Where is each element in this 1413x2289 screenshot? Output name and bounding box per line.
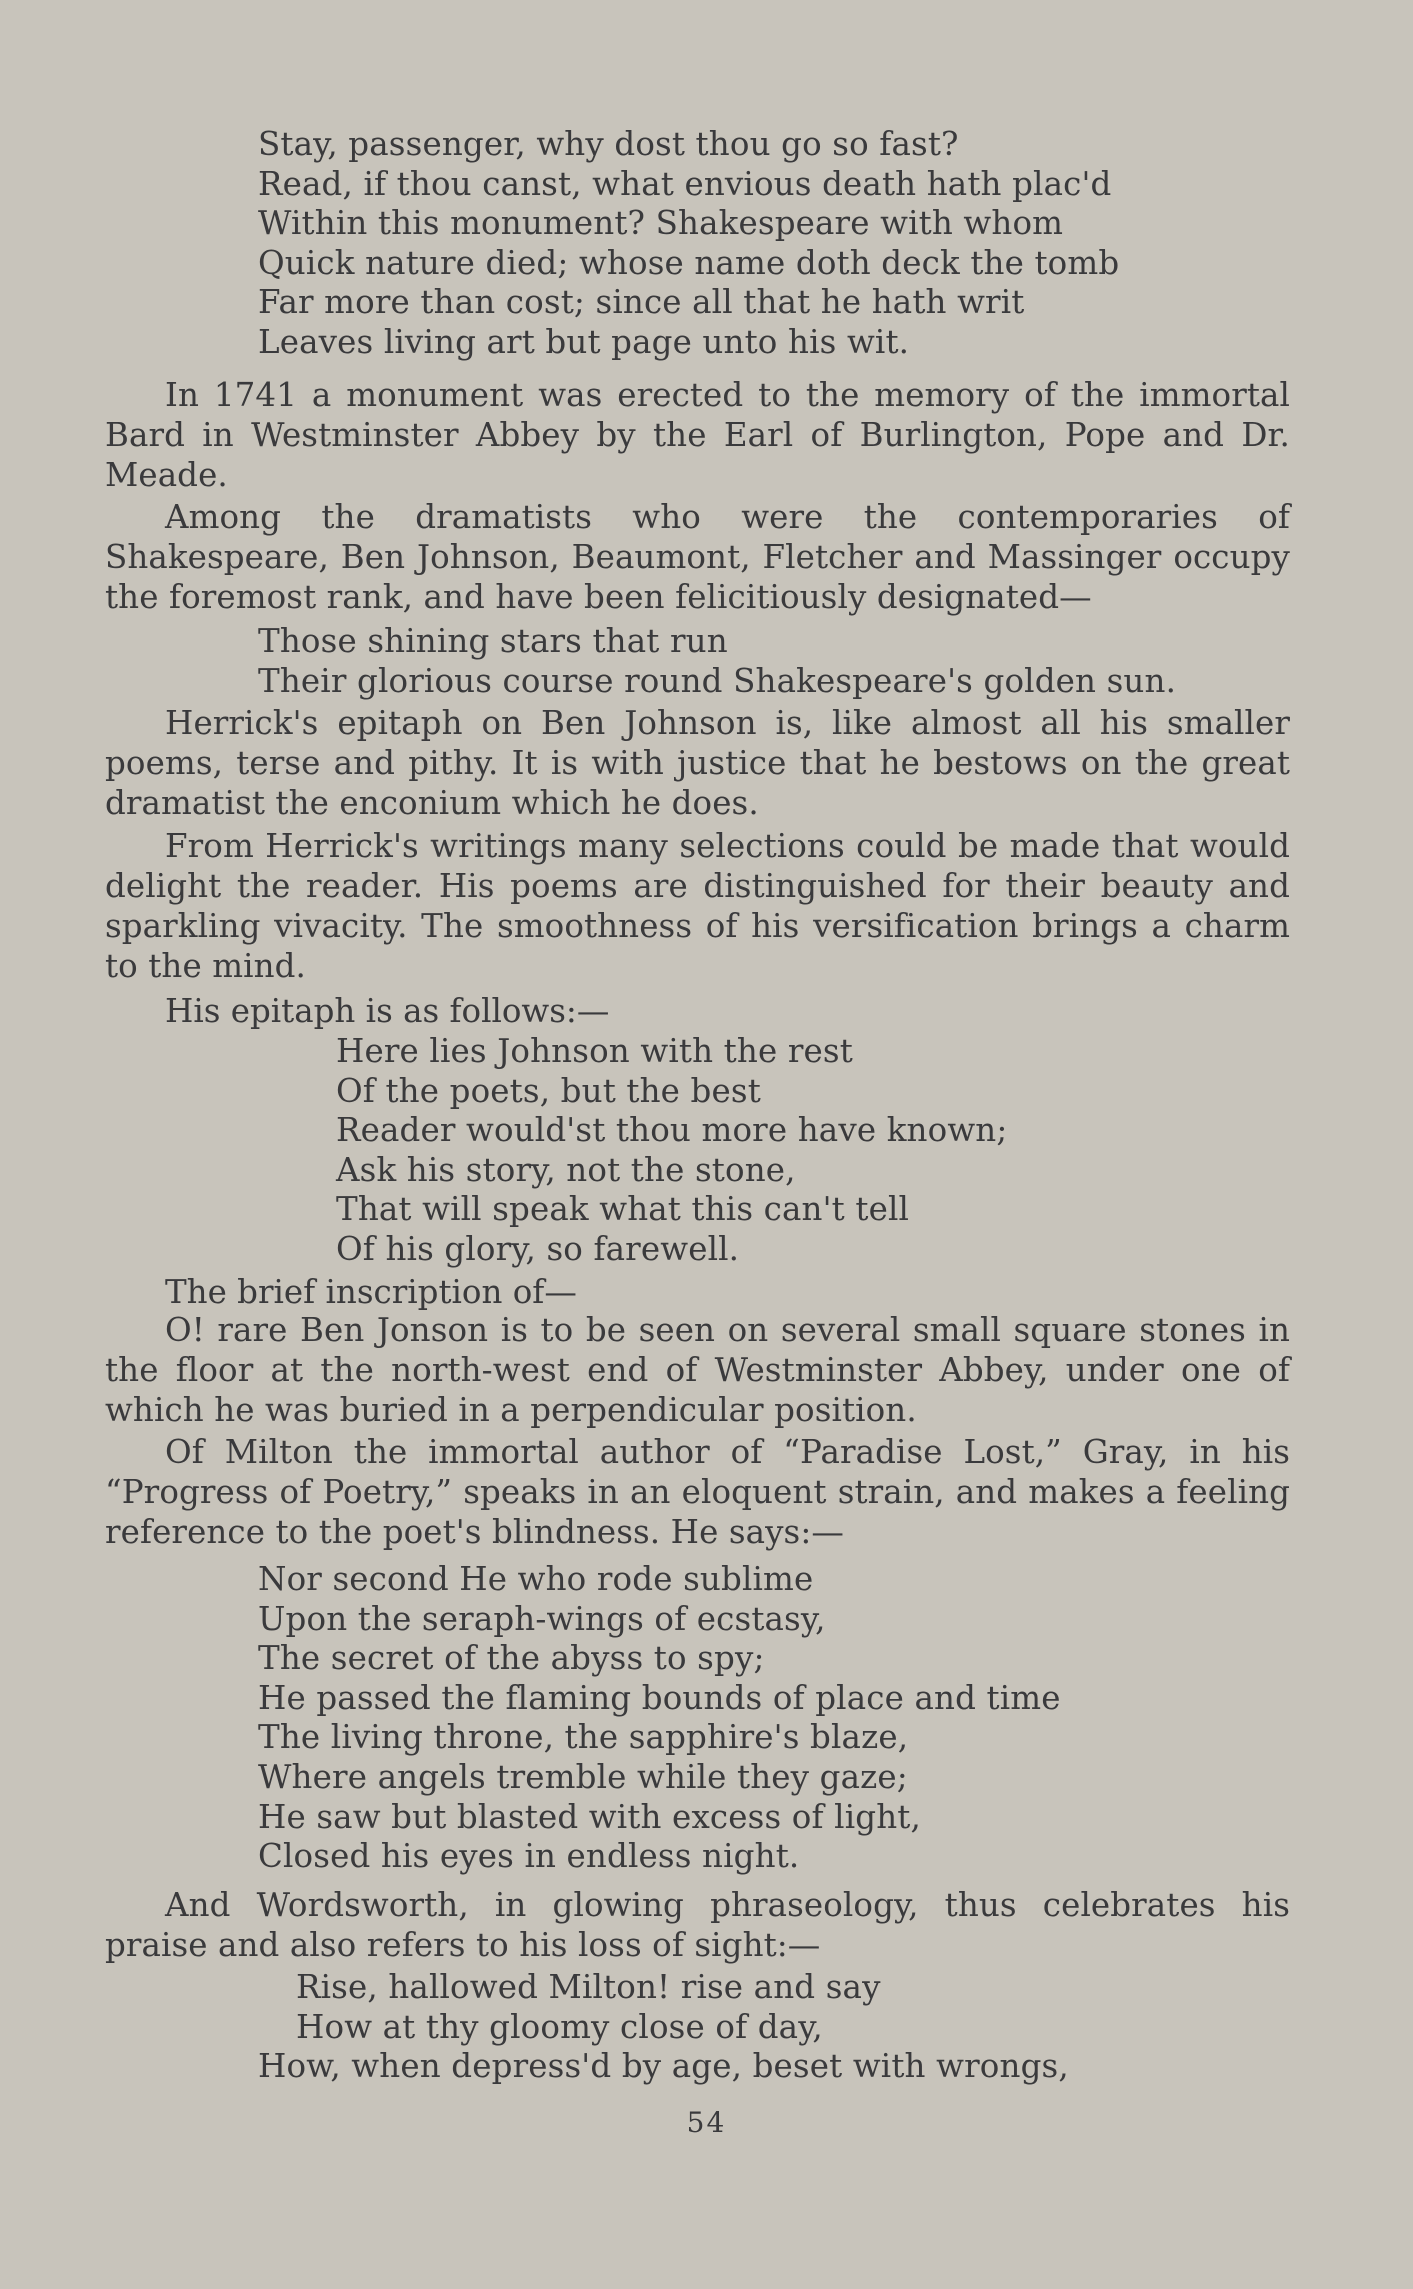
paragraph-text: Herrick's epitaph on Ben Johnson is, like almost all his smaller poems, terse and pithy. It is with justice that he bestows on the great dramatist the enconium which he does. (105, 704, 1290, 822)
paragraph-milton (105, 1432, 1290, 1552)
inscription-intro-text: The brief inscription of— (165, 1273, 577, 1311)
page-number: 54 (686, 2106, 727, 2139)
verse-line: Rise, hallowed Milton! rise and say (296, 1968, 881, 2006)
verse-line: Within this monument? Shakespeare with whom (258, 204, 1064, 243)
paragraph-herrick-writings (105, 826, 1290, 986)
verse-line: Here lies Johnson with the rest (336, 1032, 853, 1070)
epitaph-intro (105, 991, 1290, 1031)
verse-herrick-epitaph (336, 1032, 1007, 1270)
verse-shakespeare-epitaph (258, 125, 1119, 363)
verse-line: Their glorious course round Shakespeare's golden sun. (258, 661, 1177, 700)
verse-wordsworth (258, 1968, 1069, 2087)
verse-line: He passed the flaming bounds of place and time (258, 1678, 1061, 1717)
verse-line: Upon the seraph-wings of ecstasy, (258, 1599, 826, 1638)
paragraph-dramatists (105, 497, 1290, 617)
paragraph-rare-ben (105, 1310, 1290, 1430)
verse-line: Nor second He who rode sublime (258, 1560, 814, 1598)
verse-line: That will speak what this can't tell (336, 1190, 910, 1229)
inscription-intro (105, 1272, 1290, 1312)
verse-line: How, when depress'd by age, beset with wrongs, (258, 2047, 1069, 2086)
verse-line: Quick nature died; whose name doth deck the tomb (258, 243, 1120, 282)
verse-line: Closed his eyes in endless night. (258, 1837, 800, 1876)
paragraph-text: And Wordsworth, in glowing phraseology, thus celebrates his praise and also refers to his loss of sight:— (105, 1886, 1290, 1964)
verse-line: Of his glory, so farewell. (336, 1229, 740, 1268)
verse-line: Of the poets, but the best (336, 1071, 761, 1110)
verse-line: Those shining stars that run (258, 622, 728, 660)
paragraph-herrick-epitaph (105, 703, 1290, 823)
verse-line: Leaves living art but page unto his wit. (258, 322, 910, 361)
verse-line: Reader would'st thou more have known; (336, 1111, 1008, 1150)
verse-shining-stars (258, 622, 1176, 701)
verse-line: He saw but blasted with excess of light, (258, 1797, 921, 1836)
paragraph-text: Among the dramatists who were the contemporaries of Shakespeare, Ben Johnson, Beaumont, Fletcher and Massinger occupy the foremost rank, and have been felicitiously designated— (105, 498, 1290, 616)
verse-line: The living throne, the sapphire's blaze, (258, 1718, 909, 1757)
verse-line: Stay, passenger, why dost thou go so fast? (258, 125, 959, 163)
verse-line: The secret of the abyss to spy; (258, 1639, 765, 1678)
epitaph-intro-text: His epitaph is as follows:— (165, 992, 610, 1030)
paragraph-text: In 1741 a monument was erected to the memory of the immortal Bard in Westminster Abbey by the Earl of Burlington, Pope and Dr. Meade. (105, 376, 1290, 494)
paragraph-monument (105, 375, 1290, 495)
paragraph-text: From Herrick's writings many selections could be made that would delight the reader. His poems are distinguished for their beauty and sparkling vivacity. The smoothness of his versification brings a charm to the mind. (105, 827, 1290, 985)
paragraph-text: Of Milton the immortal author of “Paradise Lost,” Gray, in his “Progress of Poetry,” speaks in an eloquent strain, and makes a feeling reference to the poet's blindness. He says:— (105, 1433, 1290, 1551)
verse-line: Ask his story, not the stone, (336, 1150, 796, 1189)
paragraph-wordsworth (105, 1885, 1290, 1965)
verse-line: How at thy gloomy close of day, (296, 2007, 823, 2046)
verse-gray-progress-of-poetry (258, 1560, 1061, 1877)
paragraph-text: O! rare Ben Jonson is to be seen on several small square stones in the floor at the north-west end of Westminster Abbey, under one of which he was buried in a perpendicular position. (105, 1311, 1290, 1429)
verse-line: Far more than cost; since all that he hath writ (258, 283, 1025, 322)
verse-line: Read, if thou canst, what envious death hath plac'd (258, 164, 1112, 203)
verse-line: Where angels tremble while they gaze; (258, 1757, 908, 1796)
